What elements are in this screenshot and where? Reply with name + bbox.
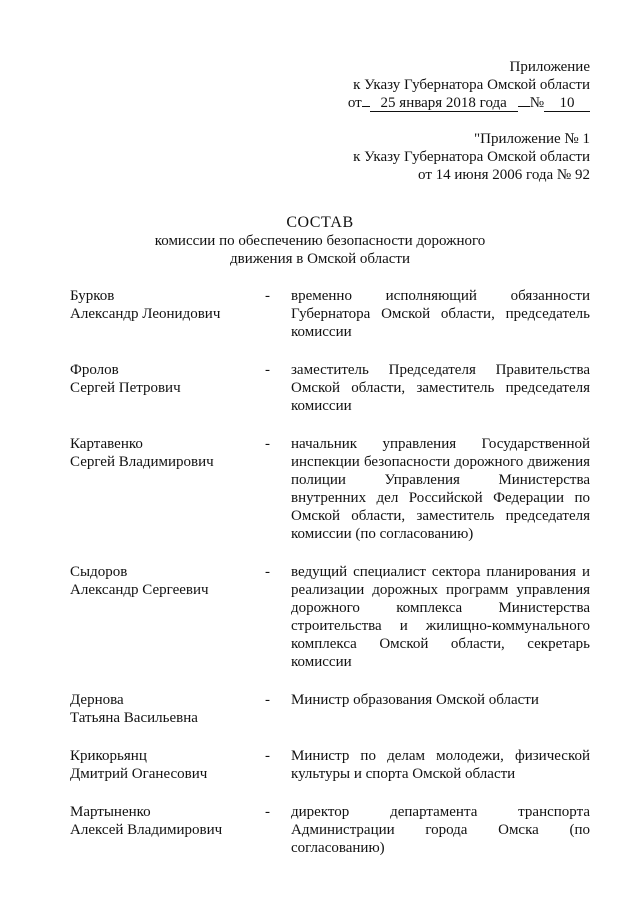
member-row bbox=[70, 691, 590, 727]
member-name bbox=[70, 361, 265, 415]
members-list bbox=[70, 287, 590, 857]
appendix-decree-reference: к Указу Губернатора Омской области bbox=[353, 77, 590, 93]
original-decree-date: от 14 июня 2006 года № 92 bbox=[418, 167, 590, 183]
member-position: заместитель Председателя Правительства Омской области, заместитель председателя комиссии bbox=[291, 362, 590, 414]
decree-number: 10 bbox=[544, 95, 590, 112]
member-position: Министр образования Омской области bbox=[291, 692, 539, 708]
member-separator: - bbox=[265, 362, 270, 378]
member-surname: Дернова bbox=[70, 692, 124, 708]
member-position: директор департамента транспорта Администрации города Омска (по согласованию) bbox=[291, 804, 590, 856]
member-given-names: Александр Сергеевич bbox=[70, 582, 209, 598]
member-name bbox=[70, 803, 265, 857]
date-prefix: от bbox=[347, 95, 362, 111]
member-given-names: Сергей Владимирович bbox=[70, 454, 214, 470]
member-separator: - bbox=[265, 804, 270, 820]
title-line-1: комиссии по обеспечению безопасности дорожного bbox=[154, 233, 486, 249]
member-row bbox=[70, 287, 590, 341]
member-given-names: Алексей Владимирович bbox=[70, 822, 223, 838]
member-surname: Фролов bbox=[70, 362, 119, 378]
member-given-names: Александр Леонидович bbox=[70, 306, 221, 322]
member-name bbox=[70, 287, 265, 341]
member-name bbox=[70, 747, 265, 783]
member-position: временно исполняющий обязанности Губернатора Омской области, председатель комиссии bbox=[291, 288, 590, 340]
member-given-names: Татьяна Васильевна bbox=[70, 710, 198, 726]
member-separator: - bbox=[265, 288, 270, 304]
decree-date: 25 января 2018 года bbox=[370, 95, 518, 112]
member-position: Министр по делам молодежи, физической культуры и спорта Омской области bbox=[291, 748, 590, 782]
appendix-date-line bbox=[348, 94, 590, 112]
member-given-names: Дмитрий Оганесович bbox=[70, 766, 208, 782]
appendix-header bbox=[348, 58, 590, 112]
member-row bbox=[70, 361, 590, 415]
original-appendix-header bbox=[353, 130, 590, 184]
number-sign: № bbox=[529, 95, 544, 111]
member-position: ведущий специалист сектора планирования и реализации дорожных программ управления дорожного комплекса Министерства строительства и жилищно-коммунального комплекса Омской области, секретарь комиссии bbox=[291, 564, 590, 670]
member-separator: - bbox=[265, 692, 270, 708]
member-separator: - bbox=[265, 748, 270, 764]
member-surname: Сыдоров bbox=[70, 564, 128, 580]
member-surname: Крикорьянц bbox=[70, 748, 147, 764]
title-line-2: движения в Омской области bbox=[229, 251, 411, 267]
member-separator: - bbox=[265, 436, 270, 452]
member-row bbox=[70, 803, 590, 857]
member-position: начальник управления Государственной инспекции безопасности дорожного движения полиции Управления Министерства внутренних дел Российской Федерации по Омской области, заместитель председателя комиссии (по согласованию) bbox=[291, 436, 590, 542]
member-surname: Бурков bbox=[70, 288, 115, 304]
member-row bbox=[70, 435, 590, 543]
member-row bbox=[70, 563, 590, 671]
member-name bbox=[70, 563, 265, 671]
date-underline-lead bbox=[362, 106, 370, 107]
member-row bbox=[70, 747, 590, 783]
member-surname: Картавенко bbox=[70, 436, 143, 452]
member-given-names: Сергей Петрович bbox=[70, 380, 181, 396]
member-surname: Мартыненко bbox=[70, 804, 151, 820]
member-name bbox=[70, 435, 265, 543]
original-decree-reference: к Указу Губернатора Омской области bbox=[353, 149, 590, 165]
member-separator: - bbox=[265, 564, 270, 580]
date-underline-gap bbox=[518, 106, 530, 107]
original-appendix-label: "Приложение № 1 bbox=[474, 131, 590, 147]
title-heading: СОСТАВ bbox=[286, 214, 354, 231]
appendix-label: Приложение bbox=[509, 59, 590, 75]
document-title bbox=[0, 214, 640, 268]
member-name bbox=[70, 691, 265, 727]
